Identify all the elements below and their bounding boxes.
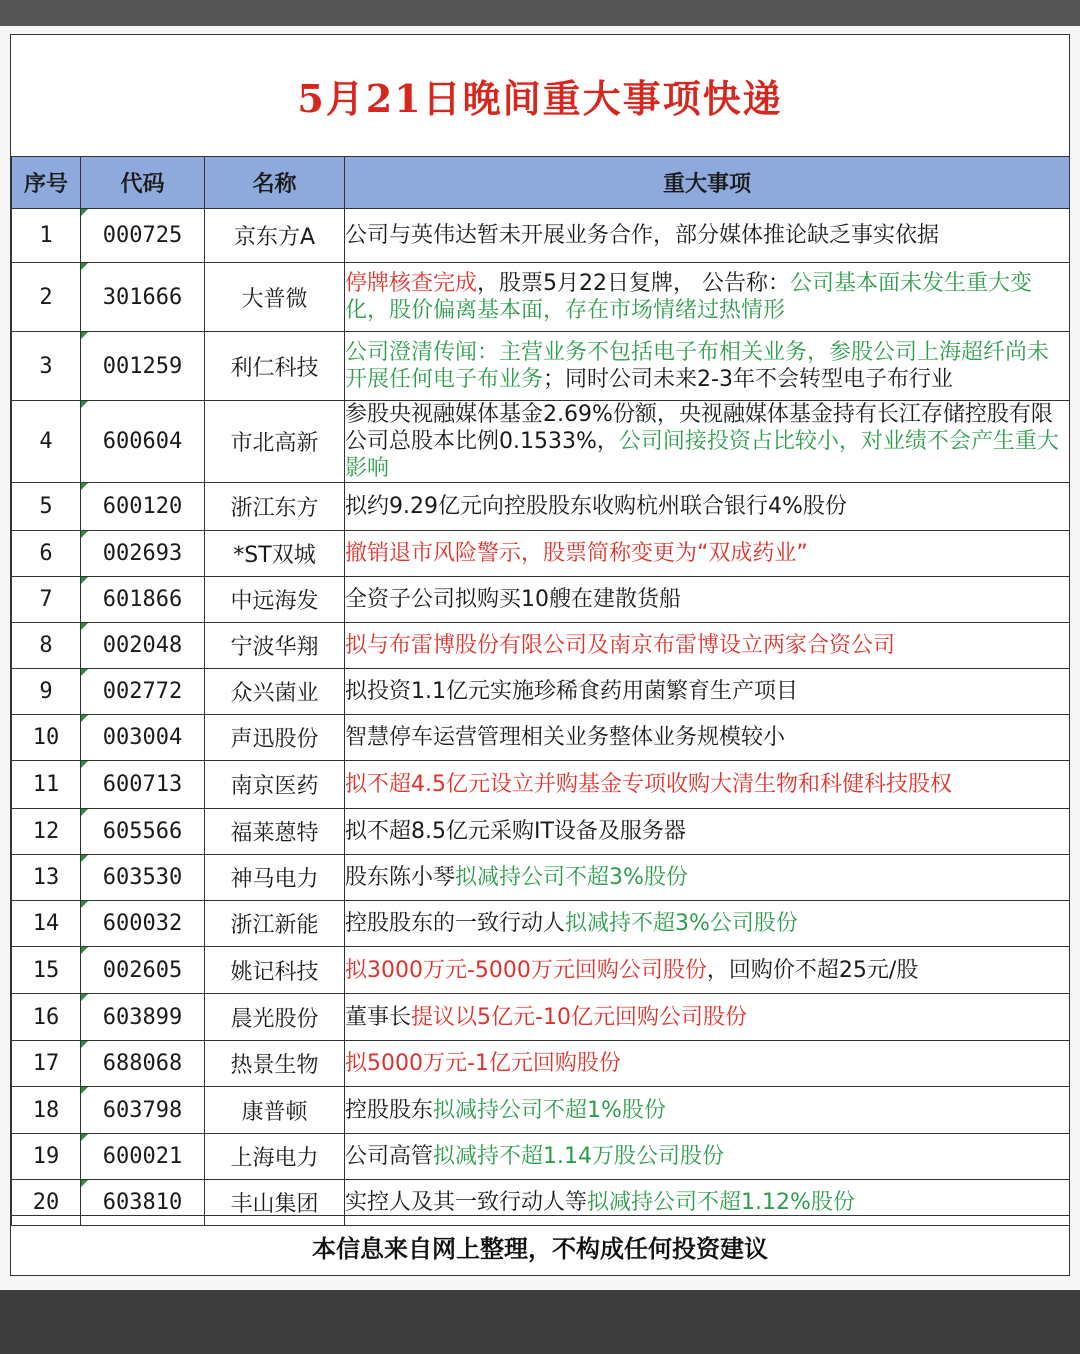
event-text: 拟3000万元-5000万元回购公司股份 [345,957,707,983]
event-text: ，股票5月22日复牌， 公告称： [477,271,791,296]
table-row [12,1087,1070,1134]
stock-name: 丰山集团 [205,1180,345,1226]
stock-name: 市北高新 [205,401,345,483]
event-text: 控股股东 [345,1097,434,1123]
table-row [12,577,1070,623]
top-bar [0,0,1080,26]
table-row [12,401,1070,483]
event-description [345,901,1070,947]
row-number: 1 [12,209,81,263]
event-text: 公司高管 [345,1144,434,1169]
event-text: 公司与英伟达暂未开展业务合作，部分媒体推论缺乏事实依据 [345,223,940,248]
table-row [12,855,1070,901]
row-number: 12 [12,809,81,855]
event-description [345,994,1070,1041]
table-row [12,531,1070,577]
event-text: ，回购价不超25元/股 [706,957,919,983]
event-text: 公司澄清传闻：主营业务不包括电子布相关业务，参股公司上海超纤尚未开展任何电子布业务 [345,340,1050,392]
event-text: 公司基本面未发生重大变化，股价偏离基本面，存在市场情绪过热情形 [345,271,1033,323]
stock-code: 688068 [81,1041,205,1087]
row-number: 8 [12,623,81,669]
row-number: 14 [12,901,81,947]
event-text: 拟与布雷博股份有限公司及南京布雷博设立两家合资公司 [345,633,896,658]
page-title: 5月21日晚间重大事项快递 [297,76,783,121]
event-text: 停牌核查完成 [345,271,478,296]
event-text: 拟不超8.5亿元采购IT设备及服务器 [345,819,686,844]
event-description [345,623,1070,669]
event-description [345,577,1070,623]
row-number: 2 [12,263,81,332]
row-number: 15 [12,947,81,994]
table-row [12,715,1070,761]
table-row [12,761,1070,809]
stock-name: 中远海发 [205,577,345,623]
row-number: 3 [12,332,81,401]
header-num: 序号 [12,157,81,209]
stock-code: 603810 [81,1180,205,1226]
table-row [12,483,1070,531]
row-number: 17 [12,1041,81,1087]
event-text: 拟减持公司不超3%股份 [455,865,688,890]
event-description [345,761,1070,809]
event-description [345,669,1070,715]
event-description [345,1134,1070,1180]
stock-code: 600032 [81,901,205,947]
table-row [12,332,1070,401]
event-description [345,855,1070,901]
stock-code: 002048 [81,623,205,669]
stock-name: *ST双城 [205,531,345,577]
event-text: 股东陈小琴 [345,865,456,890]
event-text: 拟减持不超3%公司股份 [565,911,798,936]
bottom-bar [0,1290,1080,1354]
row-number: 16 [12,994,81,1041]
event-description [345,209,1070,263]
row-number: 13 [12,855,81,901]
stock-code: 001259 [81,332,205,401]
stock-name: 热景生物 [205,1041,345,1087]
table-row [12,263,1070,332]
stock-name: 浙江新能 [205,901,345,947]
event-description [345,332,1070,401]
event-text: 撤销退市风险警示，股票简称变更为“双成药业” [345,541,808,566]
row-number: 19 [12,1134,81,1180]
header-event: 重大事项 [345,157,1070,209]
stock-code: 603798 [81,1087,205,1134]
header-name: 名称 [205,157,345,209]
event-text: 提议以5亿元-10亿元回购公司股份 [411,1004,747,1030]
row-number: 18 [12,1087,81,1134]
stock-code: 603530 [81,855,205,901]
event-text: 智慧停车运营管理相关业务整体业务规模较小 [345,725,786,750]
row-number: 5 [12,483,81,531]
row-number: 10 [12,715,81,761]
event-text: 董事长 [345,1004,412,1030]
event-description [345,809,1070,855]
stock-code: 600604 [81,401,205,483]
stock-name: 神马电力 [205,855,345,901]
event-text: ；同时公司未来2-3年不会转型电子布行业 [543,367,953,392]
table-row [12,1134,1070,1180]
event-description [345,1087,1070,1134]
event-text: 实控人及其一致行动人等 [345,1190,588,1215]
event-description [345,483,1070,531]
table-row [12,994,1070,1041]
stock-name: 姚记科技 [205,947,345,994]
spreadsheet [10,34,1070,1276]
stock-code: 003004 [81,715,205,761]
row-number: 4 [12,401,81,483]
event-description [345,947,1070,994]
event-text: 拟减持不超1.14万股公司股份 [433,1144,725,1169]
event-text: 公司间接投资占比较小，对业绩不会产生重大影响 [345,429,1059,481]
stock-code: 601866 [81,577,205,623]
event-text: 拟5000万元-1亿元回购股份 [345,1051,621,1076]
table-row [12,623,1070,669]
row-number: 6 [12,531,81,577]
event-text: 拟约9.29亿元向控股股东收购杭州联合银行4%股份 [345,494,847,519]
stock-name: 浙江东方 [205,483,345,531]
header-row [12,157,1070,209]
stock-code: 301666 [81,263,205,332]
table-row [12,209,1070,263]
events-table [11,156,1070,1226]
event-text: 拟减持公司不超1%股份 [433,1097,666,1123]
stock-code: 002605 [81,947,205,994]
event-text: 拟不超4.5亿元设立并购基金专项收购大清生物和科健科技股权 [345,772,952,797]
stock-name: 声迅股份 [205,715,345,761]
event-description [345,401,1070,483]
stock-name: 康普顿 [205,1087,345,1134]
event-text: 拟投资1.1亿元实施珍稀食药用菌繁育生产项目 [345,679,798,704]
table-row [12,947,1070,994]
table-row [12,901,1070,947]
event-text: 拟减持公司不超1.12%股份 [587,1190,855,1215]
stock-code: 002772 [81,669,205,715]
stock-name: 晨光股份 [205,994,345,1041]
stock-code: 603899 [81,994,205,1041]
event-description [345,715,1070,761]
event-text: 控股股东的一致行动人 [345,911,566,936]
stock-code: 605566 [81,809,205,855]
table-row [12,809,1070,855]
table-row [12,669,1070,715]
event-description [345,531,1070,577]
stock-name: 众兴菌业 [205,669,345,715]
event-text: 参股央视融媒体基金2.69%份额，央视融媒体基金持有长江存储控股有限公司总股本比例0.1533%， [345,402,1053,454]
row-number: 20 [12,1180,81,1226]
row-number: 9 [12,669,81,715]
event-description [345,263,1070,332]
stock-code: 600120 [81,483,205,531]
disclaimer: 本信息来自网上整理，不构成任何投资建议 [11,1215,1069,1276]
stock-name: 利仁科技 [205,332,345,401]
event-description [345,1041,1070,1087]
table-row [12,1041,1070,1087]
stock-code: 000725 [81,209,205,263]
header-code: 代码 [81,157,205,209]
row-number: 11 [12,761,81,809]
stock-name: 南京医药 [205,761,345,809]
stock-name: 上海电力 [205,1134,345,1180]
stock-code: 600021 [81,1134,205,1180]
stock-code: 600713 [81,761,205,809]
stock-name: 大普微 [205,263,345,332]
stock-name: 京东方A [205,209,345,263]
stock-name: 宁波华翔 [205,623,345,669]
stock-code: 002693 [81,531,205,577]
row-number: 7 [12,577,81,623]
event-text: 全资子公司拟购买10艘在建散货船 [345,587,681,612]
stock-name: 福莱蒽特 [205,809,345,855]
